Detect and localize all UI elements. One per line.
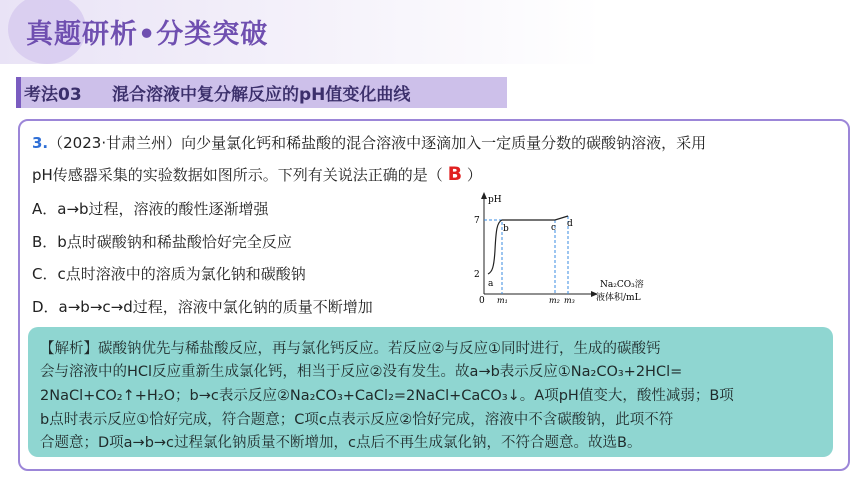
question-line-1 [32,132,706,153]
question-stem-2: pH传感器采集的实验数据如图所示。下列有关说法正确的是（ [32,166,443,184]
x-axis-label-2: 液体积/mL [596,293,641,303]
analysis-line-5: 合题意；D项a→b→c过程氯化钠质量不断增加，c点后不再生成氯化钠，不符合题意。故选B。 [40,435,642,451]
y-tick-7: 7 [474,216,480,226]
option-c: C．c点时溶液中的溶质为氯化钠和碳酸钠 [32,265,306,283]
ph-curve-graph [466,190,666,306]
question-stem-close: ） [466,166,482,184]
option-a: A．a→b过程，溶液的酸性逐渐增强 [32,200,269,218]
method-title: 混合溶液中复分解反应的pH值变化曲线 [112,85,411,105]
question-stem-1: （2023·甘肃兰州）向少量氯化钙和稀盐酸的混合溶液中逐滴加入一定质量分数的碳酸钠溶液，采用 [48,134,707,152]
x-tick-m2: m₂ [549,296,560,305]
option-b: B．b点时碳酸钠和稀盐酸恰好完全反应 [32,233,292,251]
page-title: 真题研析•分类突破 [26,19,269,50]
point-a-label: a [488,279,494,289]
y-tick-2: 2 [474,270,480,280]
analysis-line-3: 2NaCl+CO₂↑+H₂O；b→c表示反应②Na₂CO₃+CaCl₂=2NaCl+CaCO₃↓。A项pH值变大，酸性减弱；B项 [40,388,734,404]
x-axis-label-1: Na₂CO₃溶 [600,280,644,290]
method-label: 考法03 [24,85,82,105]
option-d: D．a→b→c→d过程，溶液中氯化钠的质量不断增加 [32,298,373,316]
analysis-line-2: 会与溶液中的HCl反应重新生成氯化钙，相当于反应②没有发生。故a→b表示反应①Na₂CO₃+2HCl= [40,364,683,380]
origin-label: 0 [479,296,485,306]
y-axis-label: pH [488,195,502,205]
y-axis-arrow [481,192,487,199]
point-d-label: d [567,219,573,229]
answer-letter: B [447,163,463,185]
x-tick-m3: m₃ [564,296,575,305]
question-number: 3. [32,134,49,152]
point-c-label: c [551,223,557,233]
analysis-line-4: b点时表示反应①恰好完成，符合题意；C项c点表示反应②恰好完成，溶液中不含碳酸钠，此项不符 [40,412,674,428]
question-line-2 [32,163,482,185]
point-b-label: b [503,224,509,234]
analysis-line-1: 【解析】碳酸钠优先与稀盐酸反应，再与氯化钙反应。若反应②与反应①同时进行，生成的碳酸钙 [40,341,661,357]
x-tick-m1: m₁ [497,296,508,305]
